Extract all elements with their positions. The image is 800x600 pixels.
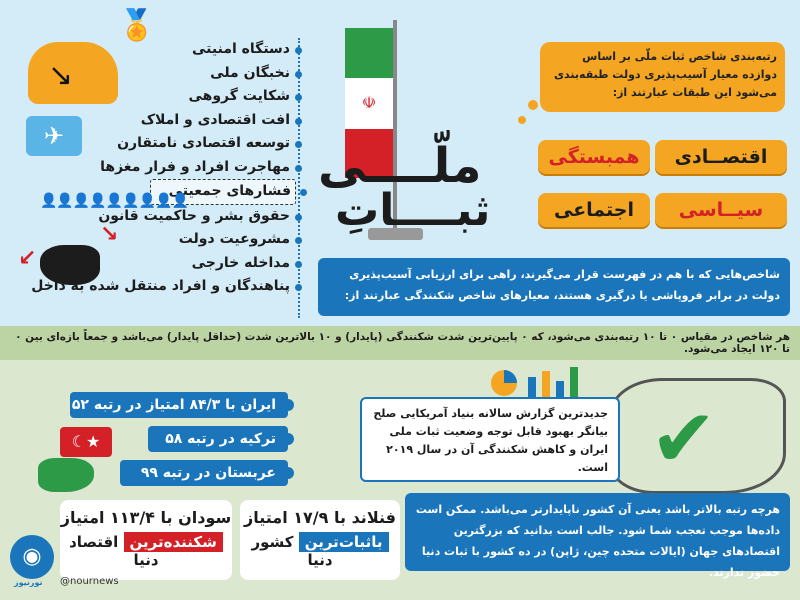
tag-economic: اقتصــادی [655,140,787,174]
list-item-label: نخبگان ملی [210,64,290,81]
bullet-icon [295,94,302,101]
nournews-logo-icon: ◉ [10,535,54,579]
list-item-label: مداخله خارجی [191,254,290,271]
report-box: جدیدترین گزارش سالانه بنیاد آمریکایی صلح بیانگر بهبود قابل توجه وضعیت ثبات ملی ایران و کاهش شکنندگی آن در سال ۲۰۱۹ است. [360,397,620,482]
bullet-icon [295,261,302,268]
turkey-map-icon: ☾★ [60,427,112,457]
list-item [100,156,290,180]
list-item [117,132,290,156]
list-item-label: پناهندگان و افراد منتقل شده به داخل [31,278,290,294]
bullet-icon [295,237,302,244]
social-handle: @nournews [60,576,119,587]
bullet-icon [295,141,302,148]
arrow-right-icon: ↘ [100,222,119,247]
card-sudan-line1: سودان با ۱۱۳/۴ امتیاز [60,508,232,527]
card-finland-rest: کشور دنیا [251,533,333,569]
tag-political: سیــاسی [655,193,787,227]
medal-icon: 🏅 [118,8,156,43]
card-finland-highlight: باثبات‌ترین [299,532,389,552]
bullet-icon [300,189,307,196]
list-item [150,252,290,276]
list-item [150,228,290,252]
saudi-map-icon [38,458,94,492]
rank-arabia: عربستان در رتبه ۹۹ [120,460,288,486]
airplane-icon: ✈ [26,116,82,156]
checkmark-icon: ✔ [650,392,718,485]
rank-dot [282,467,294,479]
list-item-label: افت اقتصادی و املاک [140,111,290,128]
card-finland [240,500,400,580]
downtrend-icon: ↘ [48,58,74,93]
rank-turkey: ترکیه در رتبه ۵۸ [148,426,288,452]
list-item-label: دستگاه امنیتی [192,41,290,57]
list-item-label: مشروعیت دولت [178,231,290,247]
list-item-label: مهاجرت افراد و فرار مغزها [100,158,290,175]
list-item [140,109,290,133]
chart-icon [490,365,610,400]
bullet-icon [295,71,302,78]
title-line1: ملّــــی [318,138,482,194]
bullet-icon [295,284,302,291]
bullet-icon [295,47,302,54]
list-item [150,85,290,109]
list-item [150,38,290,62]
arrow-left-icon: ↙ [18,246,37,271]
list-item-label: شکایت گروهی [188,88,290,104]
bullet-icon [295,214,302,221]
rank-dot [282,433,294,445]
info-box-top: شاخص‌هایی که با هم در فهرست قرار می‌گیرند، راهی برای ارزیابی آسیب‌پذیری دولت در برابر فروپاشی یا درگیری هستند، معیارهای شاخص شکنندگی عبارتند از: [318,258,790,316]
intro-bubble: رتبه‌بندی شاخص ثبات ملّی بر اساس دوازده معیار آسیب‌پذیری دولت طبقه‌بندی می‌شود این طبقات عبارتند از: [540,42,785,112]
card-finland-line1: فنلاند با ۱۷/۹ امتیاز [244,508,396,527]
list-item [31,275,290,299]
iran-flag-icon: ☫ [345,28,393,178]
list-divider [298,38,302,318]
card-sudan [60,500,232,580]
bubble-dot [528,100,538,110]
card-sudan-rest: اقتصاد دنیا [69,533,159,569]
bullet-icon [295,118,302,125]
list-item-label: حقوق بشر و حاکمیت قانون [98,207,290,224]
list-item [150,62,290,86]
explain-box: هرچه رتبه بالاتر باشد یعنی آن کشور ناپایدارتر می‌باشد. ممکن است داده‌ها موجب تعجب شما شود. جالب است بدانید که بزرگترین اقتصادهای جهان (ایالات متحده چین، ژاپن) در ده کشور با ثبات دنیا حضور ندارند. [405,493,790,571]
bubble-dot [518,116,526,124]
card-sudan-highlight: شکننده‌ترین [124,532,223,552]
rank-dot [282,399,294,411]
logo-text: نورنیوز [14,578,43,587]
tag-social: اجتماعی [538,193,650,227]
scale-text: هر شاخص در مقیاس ۰ تا ۱۰ رتبه‌بندی می‌شود، که ۰ پایین‌ترین شدت شکنندگی (پایدار) و ۱۰ بالاترین شدت (حداقل پایدار) می‌باشد و جمعاً بازه‌ای بین ۰ تا ۱۲۰ ایجاد می‌شود. [15,331,790,355]
bullet-icon [295,165,302,172]
list-item-label: توسعه اقتصادی نامتقارن [117,135,290,151]
indicator-list [31,38,291,299]
people-icon: 👤👤👤👤👤👤👤👤👤 [40,193,188,209]
title-line2: ثبــــاتِ [335,185,491,236]
rank-iran: ایران با ۸۴/۳ امتیاز در رتبه ۵۲ [70,392,288,418]
list-item-label: فشارهای جمعیتی [168,183,291,199]
tag-cohesion: همبستگی [538,140,650,174]
